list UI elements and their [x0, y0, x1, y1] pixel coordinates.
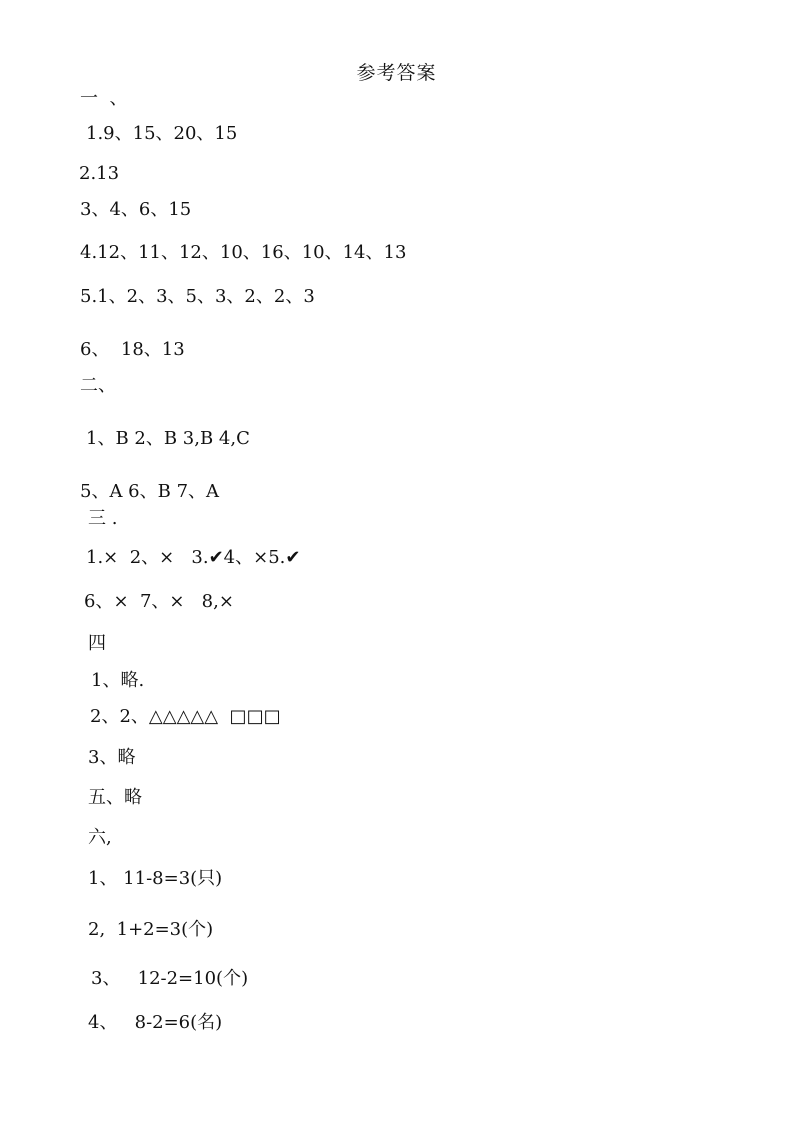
- answer-line: 1.× 2、× 3.✔4、×5.✔: [86, 547, 301, 568]
- answer-line: 5、A 6、B 7、A: [80, 481, 220, 502]
- answer-line: 4、 8-2=6(名): [88, 1012, 223, 1033]
- answer-line: 2, 1+2=3(个): [88, 919, 214, 940]
- section-4-heading: 四: [88, 633, 106, 654]
- section-2-heading: 二、: [80, 375, 116, 396]
- answer-line: 6、× 7、× 8,×: [84, 591, 234, 612]
- section-6-heading: 六,: [88, 827, 112, 848]
- answer-line: 1、略.: [91, 670, 145, 691]
- answer-line: 2、2、△△△△△ □□□: [90, 706, 281, 727]
- answer-line: 3、 12-2=10(个): [91, 968, 249, 989]
- section-5-heading: 五、略: [88, 787, 142, 808]
- answer-line: 6、 18、13: [80, 339, 185, 360]
- answer-line: 1、B 2、B 3,B 4,C: [86, 428, 250, 449]
- section-1-heading: 一 、: [80, 88, 128, 109]
- page-title: 参考答案: [356, 62, 437, 84]
- answer-line: 2.13: [79, 163, 120, 184]
- section-3-heading: 三 .: [88, 508, 118, 529]
- answer-line: 3、4、6、15: [80, 199, 192, 220]
- answer-line: 1.9、15、20、15: [86, 123, 238, 144]
- answer-line: 4.12、11、12、10、16、10、14、13: [80, 242, 407, 263]
- answer-line: 5.1、2、3、5、3、2、2、3: [80, 286, 315, 307]
- answer-line: 1、 11-8=3(只): [88, 868, 223, 889]
- answer-line: 3、略: [88, 747, 136, 768]
